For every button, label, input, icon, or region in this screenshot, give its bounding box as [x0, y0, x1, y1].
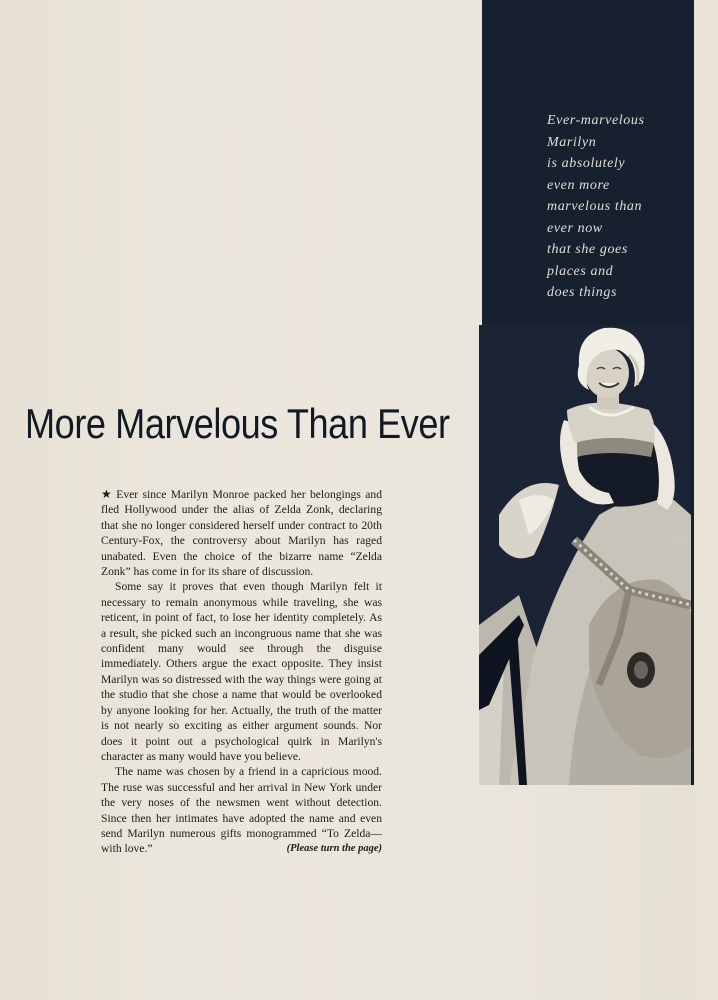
caption-line: places and [547, 263, 614, 279]
paragraph-text: The name was chosen by a friend in a capricious mood. The ruse was successful and her arrival in New York under the very noses of the newsmen went without detection. Since then her intimates have adopted the name and even send Marilyn numerous gifts monogrammed “To Zelda—with love.” [101, 765, 382, 856]
caption-line: even more [547, 177, 610, 193]
page-edge [694, 0, 718, 1000]
photo-woman-on-elephant [479, 325, 691, 785]
paragraph-1 [101, 487, 382, 579]
paragraph-3 [101, 764, 382, 856]
caption-line: that she goes [547, 242, 628, 257]
caption-line: is absolutely [547, 156, 626, 171]
paragraph-2: Some say it proves that even though Marilyn felt it necessary to remain anonymous while traveling, she was reticent, in point of fact, to lose her identity completely. As a result, she picked such an incongruous name that she was confident many would see through the disguise immediately. Others argue the exact opposite. They insist Marilyn was so distressed with the way things were going at the studio that she chose a name that would be overlooked by anyone looking for her. Actually, the truth of the matter is not nearly so exciting as either argument sounds. Nor does it point out a psychological quirk in Marilyn's character as many would have you believe. [101, 580, 382, 763]
article-body [101, 487, 382, 857]
photo-caption [547, 110, 687, 304]
caption-line: Marilyn [547, 134, 597, 150]
article-headline: More Marvelous Than Ever [25, 400, 450, 447]
caption-line: ever now [547, 220, 603, 236]
caption-line: does things [547, 285, 617, 300]
caption-line: Ever-marvelous [547, 113, 645, 128]
continued-note: (Please turn the page) [286, 843, 382, 855]
paragraph-text: Ever since Marilyn Monroe packed her belongings and fled Hollywood under the alias of Zelda Zonk, declaring that she no longer considered herself under contract to 20th Century-Fox, the controversy about Marilyn has raged unabated. Even the choice of the bizarre name “Zelda Zonk” has come in for its share of discussion. [101, 488, 382, 579]
star-icon: ★ [101, 487, 114, 501]
caption-line: marvelous than [547, 199, 643, 214]
